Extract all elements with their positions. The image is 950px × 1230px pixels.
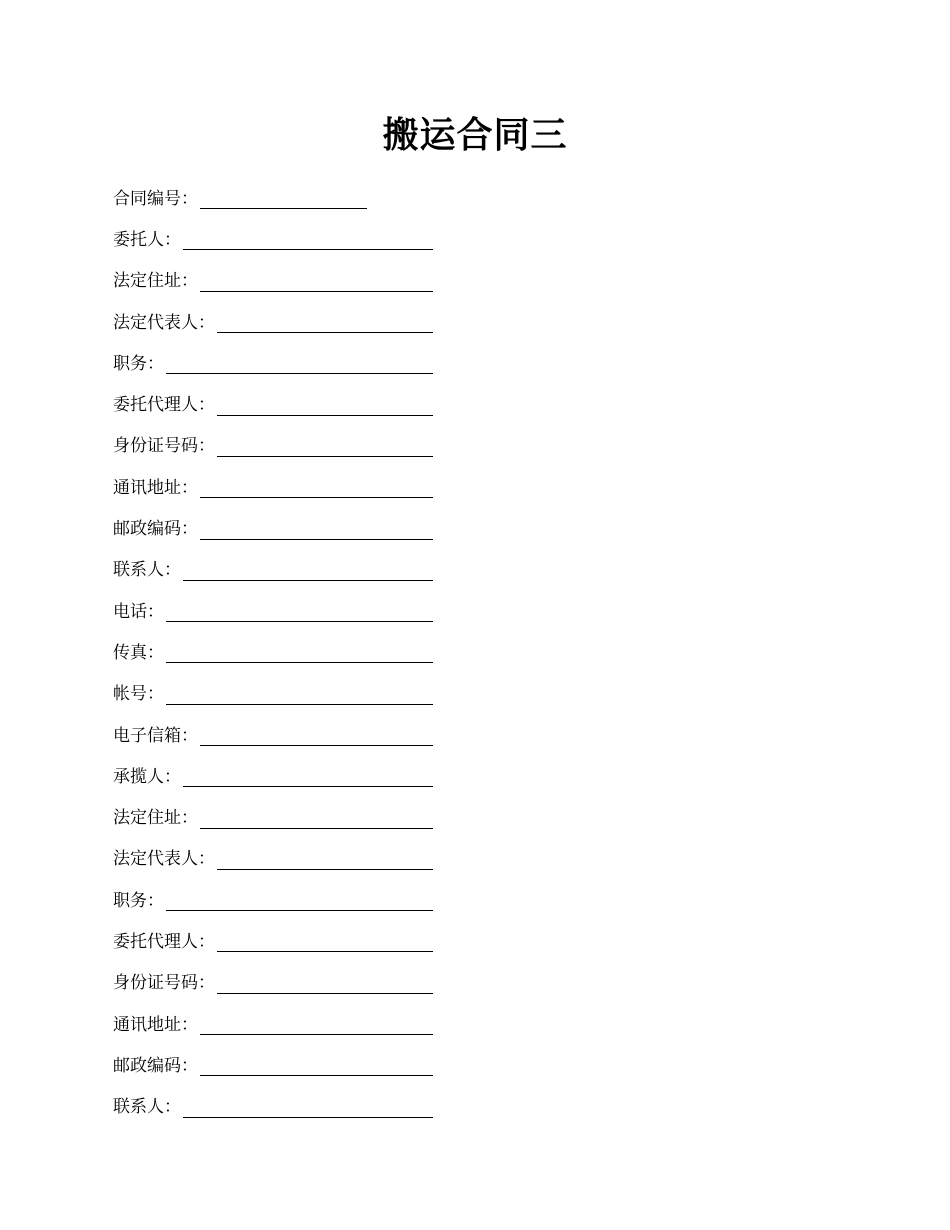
field-client-mailing-address	[113, 467, 433, 508]
blank-line	[166, 601, 433, 622]
field-contract-number	[113, 178, 433, 219]
blank-line	[217, 436, 433, 457]
field-label: 职务：	[113, 353, 164, 374]
field-contractor-position	[113, 880, 433, 921]
blank-line	[200, 725, 433, 746]
field-label: 身份证号码：	[113, 436, 215, 457]
field-label: 法定代表人：	[113, 849, 215, 870]
field-label: 承揽人：	[113, 766, 181, 787]
field-client-postal-code	[113, 508, 433, 549]
field-contractor-agent	[113, 921, 433, 962]
field-client-position	[113, 343, 433, 384]
field-contractor-contact	[113, 1087, 433, 1128]
blank-line	[183, 766, 433, 787]
field-label: 联系人：	[113, 1097, 181, 1118]
field-label: 邮政编码：	[113, 1055, 198, 1076]
blank-line	[217, 849, 433, 870]
blank-line	[200, 271, 433, 292]
field-label: 电话：	[113, 601, 164, 622]
field-label: 帐号：	[113, 684, 164, 705]
document-title: 搬运合同三	[382, 115, 568, 156]
field-contractor-legal-address	[113, 797, 433, 838]
blank-line	[166, 684, 433, 705]
blank-line	[166, 353, 433, 374]
field-client-agent	[113, 384, 433, 425]
blank-line	[200, 188, 367, 209]
field-label: 法定住址：	[113, 271, 198, 292]
field-client-legal-address	[113, 261, 433, 302]
field-contractor-legal-representative	[113, 839, 433, 880]
field-client-contact	[113, 550, 433, 591]
field-label: 通讯地址：	[113, 1014, 198, 1035]
field-contractor	[113, 756, 433, 797]
blank-line	[183, 560, 433, 581]
contract-fields	[113, 178, 433, 1128]
field-contractor-postal-code	[113, 1045, 433, 1086]
blank-line	[183, 229, 433, 250]
field-client-account	[113, 674, 433, 715]
field-label: 邮政编码：	[113, 519, 198, 540]
field-client-phone	[113, 591, 433, 632]
field-contractor-id-number	[113, 963, 433, 1004]
field-contractor-mailing-address	[113, 1004, 433, 1045]
field-label: 电子信箱：	[113, 725, 198, 746]
field-label: 委托代理人：	[113, 931, 215, 952]
field-label: 联系人：	[113, 560, 181, 581]
field-client	[113, 219, 433, 260]
blank-line	[200, 808, 433, 829]
blank-line	[200, 519, 433, 540]
blank-line	[166, 642, 433, 663]
blank-line	[200, 1014, 433, 1035]
field-client-email	[113, 715, 433, 756]
field-client-id-number	[113, 426, 433, 467]
field-label: 通讯地址：	[113, 477, 198, 498]
field-label: 职务：	[113, 890, 164, 911]
field-label: 委托人：	[113, 229, 181, 250]
blank-line	[183, 1097, 433, 1118]
field-label: 传真：	[113, 642, 164, 663]
field-client-fax	[113, 632, 433, 673]
blank-line	[200, 477, 433, 498]
field-label: 身份证号码：	[113, 973, 215, 994]
blank-line	[217, 312, 433, 333]
field-label: 法定住址：	[113, 808, 198, 829]
field-client-legal-representative	[113, 302, 433, 343]
blank-line	[217, 931, 433, 952]
blank-line	[217, 973, 433, 994]
blank-line	[217, 395, 433, 416]
blank-line	[166, 890, 433, 911]
field-label: 合同编号：	[113, 188, 198, 209]
blank-line	[200, 1055, 433, 1076]
field-label: 法定代表人：	[113, 312, 215, 333]
field-label: 委托代理人：	[113, 395, 215, 416]
